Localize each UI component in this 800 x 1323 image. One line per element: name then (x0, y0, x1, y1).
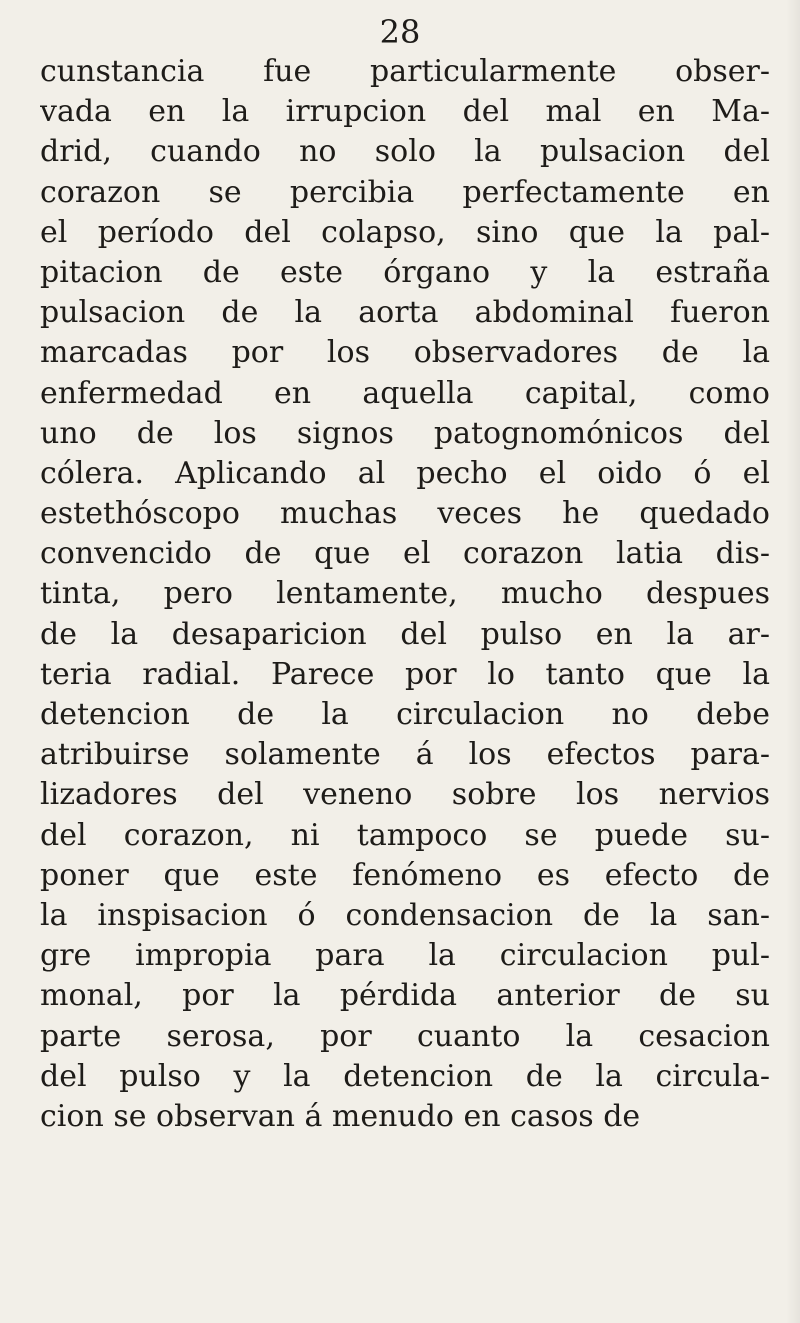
text-line: corazon se percibia perfectamente en (40, 174, 770, 210)
text-line: vada en la irrupcion del mal en Ma- (40, 94, 770, 130)
text-line: teria radial. Parece por lo tanto que la (40, 656, 770, 692)
text-line: cólera. Aplicando al pecho el oido ó el (40, 455, 770, 491)
text-line: cion se observan á menudo en casos de (40, 1098, 641, 1134)
text-line: del corazon, ni tampoco se puede su- (40, 817, 770, 853)
text-line: marcadas por los observadores de la (40, 335, 770, 371)
text-line: parte serosa, por cuanto la cesacion (40, 1018, 770, 1054)
text-line: atribuirse solamente á los efectos para- (40, 737, 770, 773)
text-line: enfermedad en aquella capital, como (40, 375, 770, 411)
page-number: 28 (379, 13, 421, 51)
text-line: lizadores del veneno sobre los nervios (40, 777, 770, 813)
text-line: el período del colapso, sino que la pal- (40, 214, 770, 250)
text-line: la inspisacion ó condensacion de la san- (40, 897, 770, 933)
text-line: uno de los signos patognomónicos del (40, 415, 770, 451)
text-line: de la desaparicion del pulso en la ar- (40, 616, 770, 652)
text-line: tinta, pero lentamente, mucho despues (40, 576, 770, 612)
text-line: cunstancia fue particularmente obser- (40, 54, 770, 89)
text-line: convencido de que el corazon latia dis- (40, 536, 770, 572)
text-line: pitacion de este órgano y la estraña (40, 254, 770, 290)
page-edge-shadow (786, 0, 800, 1323)
text-line: gre impropia para la circulacion pul- (40, 938, 770, 974)
text-line: del pulso y la detencion de la circula- (40, 1058, 770, 1094)
text-line: drid, cuando no solo la pulsacion del (40, 134, 770, 170)
body-text (40, 52, 770, 1137)
text-line: detencion de la circulacion no debe (40, 697, 770, 732)
text-line: monal, por la pérdida anterior de su (40, 978, 770, 1014)
text-line: poner que este fenómeno es efecto de (40, 857, 770, 893)
text-line: estethóscopo muchas veces he quedado (40, 496, 770, 532)
text-line: pulsacion de la aorta abdominal fueron (40, 295, 770, 331)
